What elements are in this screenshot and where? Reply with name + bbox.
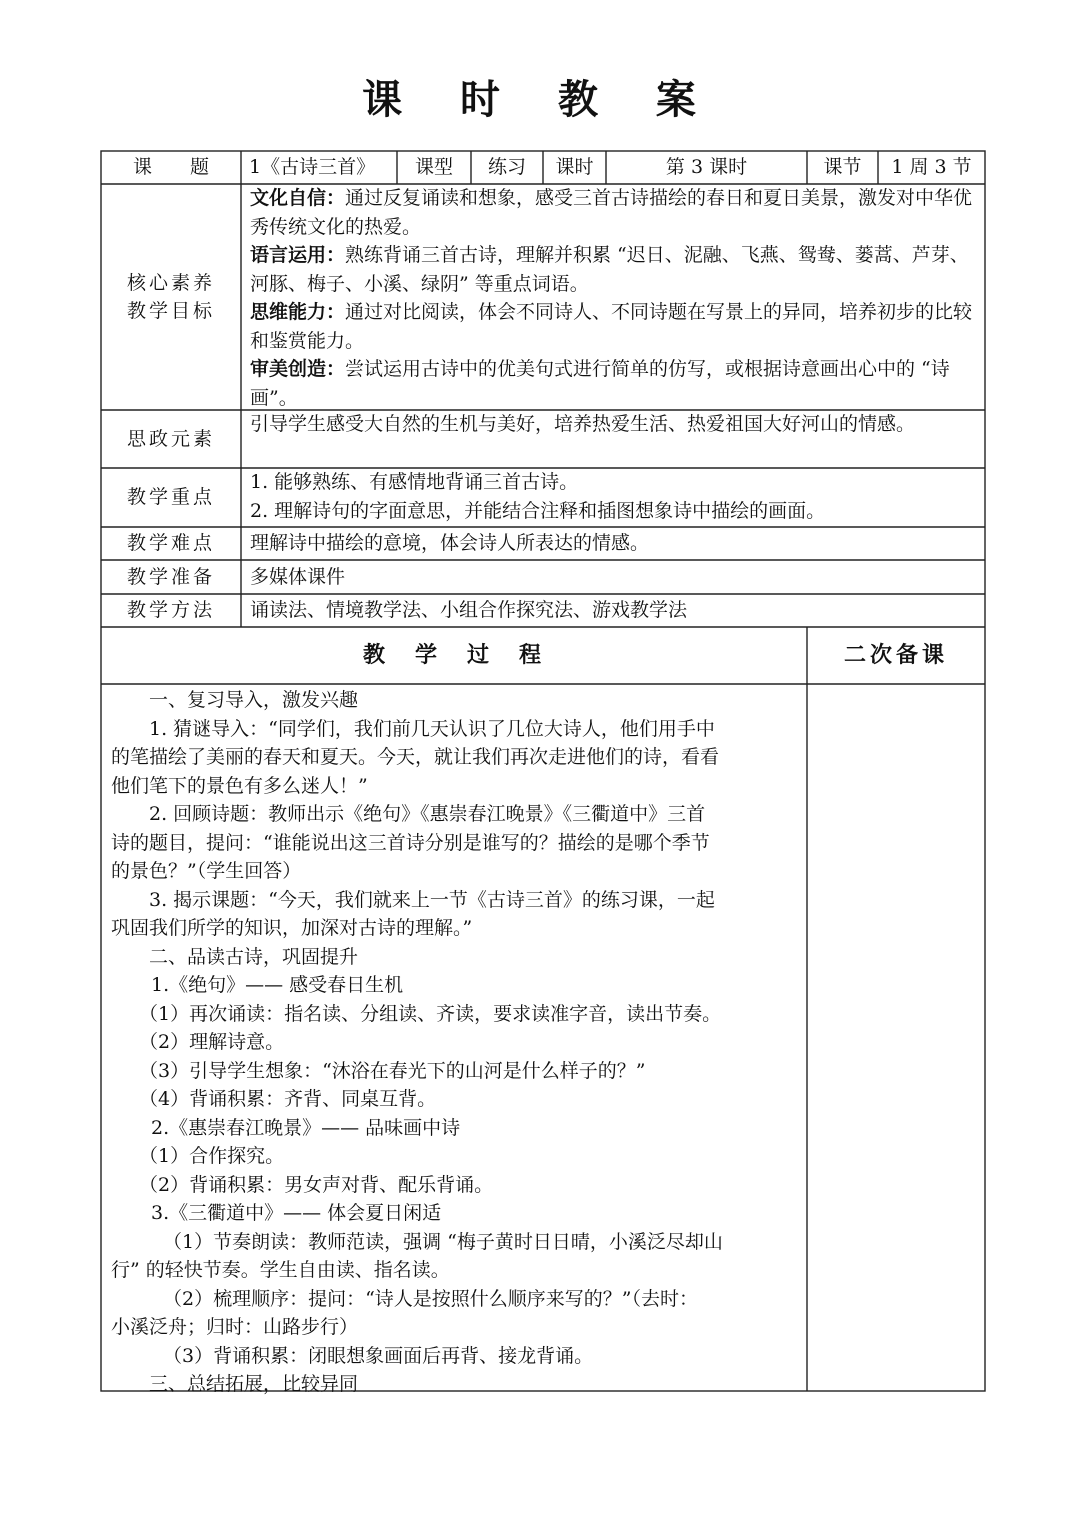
goal-text: 通过反复诵读和想象，感受三首古诗描绘的春日和夏日美景，激发对中华优秀传统文化的热爱。 [250, 187, 973, 238]
key-points-label: 教学重点 [126, 486, 215, 509]
process-line: （2）理解诗意。 [139, 1031, 285, 1053]
process-line: 诗的题目，提问：“谁能说出这三首诗分别是谁写的？描绘的是哪个季节 [111, 831, 710, 854]
process-line: 一、复习导入，激发兴趣 [149, 689, 359, 711]
process-line: 小溪泛舟；归时：山路步行） [111, 1316, 359, 1338]
process-line: （1）节奏朗读：教师范读，强调 “梅子黄时日日晴，小溪泛尽却山 [163, 1230, 723, 1253]
goals-content [250, 184, 978, 410]
difficulties-label: 教学难点 [126, 532, 215, 555]
goal-key: 语言运用： [250, 244, 346, 266]
process-line: 2.《惠崇春江晚景》—— 品味画中诗 [151, 1116, 461, 1139]
goal-item [250, 241, 978, 298]
process-line: 1.《绝句》—— 感受春日生机 [151, 974, 404, 996]
process-header: 教 学 过 程 [362, 642, 545, 669]
process-line: （1）合作探究。 [139, 1145, 285, 1167]
ideology-label: 思政元素 [126, 427, 215, 450]
goal-item [250, 184, 978, 241]
process-line: （3）引导学生想象：“沐浴在春光下的山河是什么样子的？” [139, 1059, 646, 1082]
preparation-text: 多媒体课件 [250, 566, 346, 588]
process-line: （4）背诵积累：齐背、同桌互背。 [139, 1088, 437, 1110]
goal-item [250, 298, 978, 355]
process-line: （3）背诵积累：闭眼想象画面后再背、接龙背诵。 [163, 1344, 594, 1367]
goals-label-line2: 教学目标 [126, 300, 215, 322]
key-points-content [250, 468, 978, 527]
methods-text: 诵读法、情境教学法、小组合作探究法、游戏教学法 [250, 599, 688, 621]
page-title: 课 时 教 案 [362, 77, 718, 123]
methods-label: 教学方法 [126, 599, 215, 622]
process-line: 3.《三衢道中》—— 体会夏日闲适 [151, 1202, 442, 1224]
process-content [111, 686, 803, 1395]
key-point-item: 1. 能够熟练、有感情地背诵三首古诗。 [250, 471, 579, 493]
process-line: 三、总结拓展，比较异同 [149, 1373, 359, 1395]
process-line: 的笔描绘了美丽的春天和夏天。今天，就让我们再次走进他们的诗，看看 [111, 746, 720, 768]
section-value: 1 周 3 节 [891, 156, 972, 179]
ideology-text: 引导学生感受大自然的生机与美好，培养热爱生活、热爱祖国大好河山的情感。 [250, 413, 916, 435]
second-prep-header: 二次备课 [843, 642, 948, 669]
process-line: 他们笔下的景色有多么迷人！” [111, 774, 368, 797]
process-line: （2）背诵积累：男女声对背、配乐背诵。 [139, 1173, 494, 1196]
goals-label [101, 184, 241, 410]
process-line: 的景色？”（学生回答） [111, 860, 302, 882]
key-point-item: 2. 理解诗句的字面意思，并能结合注释和插图想象诗中描绘的画面。 [250, 499, 826, 522]
goal-text: 熟练背诵三首古诗，理解并积累 “迟日、泥融、飞燕、鸳鸯、蒌蒿、芦芽、河豚、梅子、小溪、绿阴” 等重点词语。 [250, 244, 969, 295]
goal-key: 思维能力： [250, 301, 346, 323]
goal-text: 通过对比阅读，体会不同诗人、不同诗题在写景上的异同，培养初步的比较和鉴赏能力。 [250, 301, 973, 352]
goal-text: 尝试运用古诗中的优美句式进行简单的仿写，或根据诗意画出心中的 “诗画”。 [250, 358, 950, 409]
second-prep-area [807, 684, 985, 1391]
section-label: 课节 [823, 156, 862, 179]
process-line: 2. 回顾诗题：教师出示《绝句》《惠崇春江晚景》《三衢道中》三首 [149, 803, 706, 825]
hour-value: 第 3 课时 [665, 156, 748, 179]
goal-key: 文化自信： [250, 187, 346, 209]
topic-label: 课 题 [132, 156, 209, 179]
hour-label: 课时 [555, 156, 594, 179]
preparation-label: 教学准备 [126, 565, 215, 588]
process-line: （1）再次诵读：指名读、分组读、齐读，要求读准字音，读出节奏。 [139, 1002, 722, 1025]
type-label: 课型 [414, 156, 453, 179]
process-line: 1. 猜谜导入：“同学们，我们前几天认识了几位大诗人，他们用手中 [149, 717, 715, 740]
difficulties-text: 理解诗中描绘的意境，体会诗人所表达的情感。 [250, 532, 650, 554]
type-value: 练习 [487, 156, 526, 179]
topic-value: 1《古诗三首》 [249, 156, 376, 178]
goal-item [250, 355, 978, 412]
process-line: 巩固我们所学的知识，加深对古诗的理解。” [111, 917, 473, 939]
process-line: 二、品读古诗，巩固提升 [149, 945, 359, 968]
goals-label-line1: 核心素养 [126, 271, 215, 294]
process-line: 3. 揭示课题：“今天，我们就来上一节《古诗三首》的练习课，一起 [149, 888, 715, 911]
process-line: 行” 的轻快节奏。学生自由读、指名读。 [111, 1259, 450, 1281]
goal-key: 审美创造： [250, 358, 346, 380]
process-line: （2）梳理顺序：提问：“诗人是按照什么顺序来写的？”（去时： [163, 1287, 699, 1310]
